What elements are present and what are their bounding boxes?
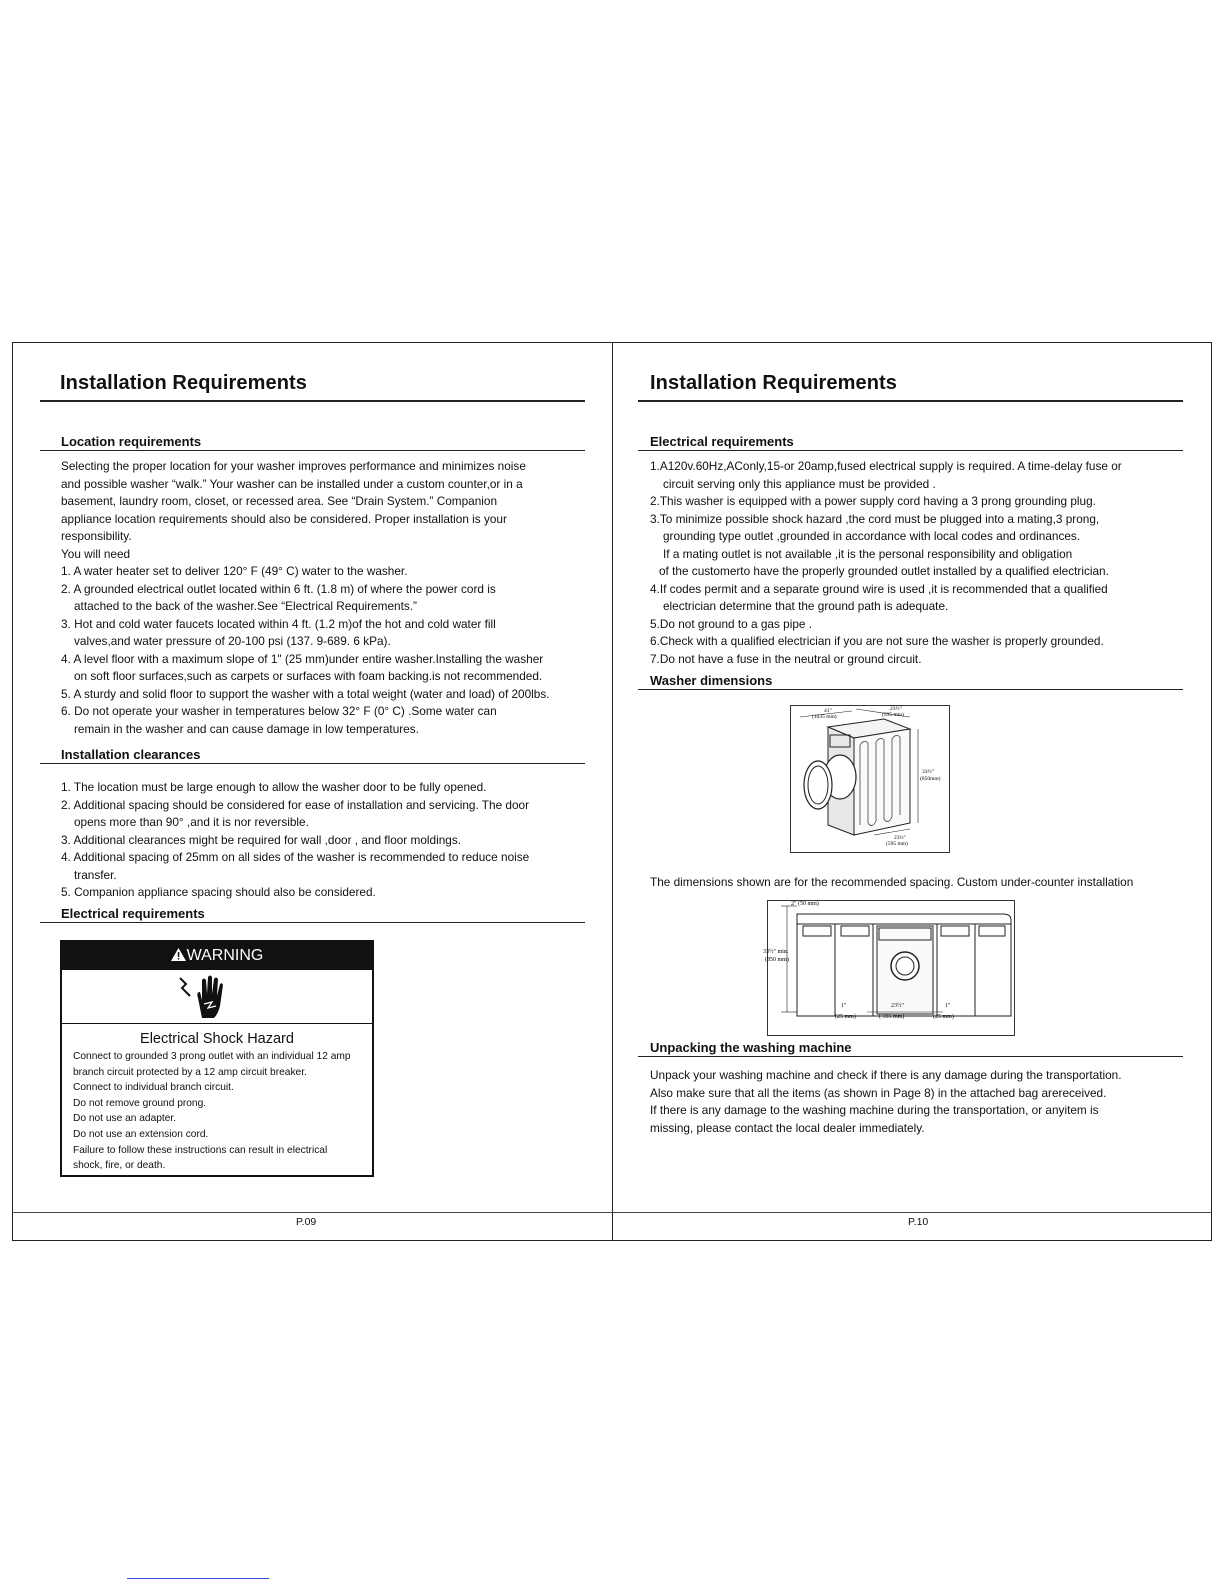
text-line: and possible washer “walk.” Your washer can be installed under a custom counter,or in a [61, 476, 523, 491]
hazard-line: Do not use an adapter. [73, 1113, 177, 1125]
text-line: 1. The location must be large enough to allow the washer door to be fully opened. [61, 780, 487, 794]
hazard-line: shock, fire, or death. [73, 1160, 166, 1172]
clearances-text [61, 779, 529, 902]
text-line: remain in the washer and can cause damage in low temperatures. [74, 721, 419, 736]
title-rule-left [40, 400, 585, 402]
fig2-width-label: 23½" [891, 1003, 904, 1009]
text-line: 1. A water heater set to deliver 120° F (49° C) water to the washer. [61, 564, 408, 578]
text-line: 6.Check with a qualified electrician if you are not sure the washer is properly grounded. [650, 634, 1104, 648]
warning-label: WARNING [186, 947, 264, 964]
text-line: You will need [61, 546, 131, 561]
footer-rule [12, 1212, 1212, 1213]
section-rule [638, 1056, 1183, 1057]
fig1-depth-mm-label: (1035 mm) [812, 714, 837, 720]
text-line: circuit serving only this appliance must be provided . [663, 476, 936, 491]
fig2-gap-right-mm-label: (25 mm) [933, 1014, 954, 1020]
section-rule [40, 763, 585, 764]
page-title-right: Installation Requirements [650, 372, 897, 394]
section-heading-location: Location requirements [61, 434, 202, 449]
text-line: electrician determine that the ground path is adequate. [663, 599, 949, 613]
text-line: 3. Hot and cold water faucets located within 4 ft. (1.2 m)of the hot and cold water fill [61, 616, 496, 631]
fig1-height-mm-label: (850mm) [920, 776, 941, 782]
warning-header [62, 942, 372, 970]
hazard-line: Do not use an extension cord. [73, 1128, 209, 1140]
text-line: 5. Companion appliance spacing should also be considered. [61, 885, 376, 899]
section-heading-electrical-right: Electrical requirements [650, 434, 794, 449]
text-line: 5. A sturdy and solid floor to support the washer with a total weight (water and load) of 200lbs. [61, 686, 550, 701]
fig1-side-label: 23½" [894, 835, 906, 841]
electrical-text [650, 458, 1122, 668]
text-line: 6. Do not operate your washer in temperatures below 32° F (0° C) .Some water can [61, 704, 497, 718]
text-line: If a mating outlet is not available ,it is the personal responsibility and obligation [663, 546, 1073, 561]
washer-dimensions-figure [790, 705, 950, 853]
page-number-left: P.09 [296, 1216, 317, 1228]
fig1-width-mm-label: (595 mm) [882, 712, 904, 718]
text-line: 3.To minimize possible shock hazard ,the cord must be plugged into a mating,3 prong, [650, 511, 1100, 526]
unpacking-text [650, 1067, 1122, 1137]
text-line: 7.Do not have a fuse in the neutral or ground circuit. [650, 651, 922, 666]
fig2-top-label: 2" (50 mm) [791, 901, 819, 907]
text-line: Also make sure that all the items (as shown in Page 8) in the attached bag arereceived. [650, 1085, 1107, 1100]
hazard-title: Electrical Shock Hazard [140, 1031, 294, 1047]
text-line: 3. Additional clearances might be required for wall ,door , and floor moldings. [61, 832, 462, 847]
text-line: Unpack your washing machine and check if there is any damage during the transportation. [650, 1068, 1122, 1082]
text-line: on soft floor surfaces,such as carpets or surfaces with foam backing.is not recommended. [74, 669, 543, 683]
text-line: appliance location requirements should also be considered. Proper installation is your [61, 511, 507, 526]
page-divider [612, 342, 613, 1241]
under-counter-figure [763, 900, 1015, 1036]
text-line: missing, please contact the local dealer immediately. [650, 1120, 925, 1135]
text-line: Selecting the proper location for your washer improves performance and minimizes noise [61, 459, 526, 473]
fig2-gap-left-label: 1" [841, 1003, 847, 1009]
page-number-right: P.10 [908, 1216, 929, 1228]
fig1-height-label: 33½" [922, 769, 934, 775]
section-heading-dimensions: Washer dimensions [650, 673, 773, 688]
text-line: 4. A level floor with a maximum slope of 1" (25 mm)under entire washer.Installing the washer [61, 651, 544, 666]
fig2-gap-left-mm-label: (25 mm) [835, 1014, 856, 1020]
section-rule [638, 450, 1183, 451]
text-line: of the customerto have the properly grounded outlet installed by a qualified electrician. [659, 564, 1109, 578]
link-underline [127, 1578, 269, 1579]
hazard-line: Connect to individual branch circuit. [73, 1082, 234, 1094]
text-line: 1.A120v.60Hz,AConly,15-or 20amp,fused electrical supply is required. A time-delay fuse or [650, 459, 1122, 473]
section-heading-electrical-left: Electrical requirements [61, 906, 205, 921]
fig1-side-mm-label: (595 mm) [886, 841, 908, 847]
text-line: 2. Additional spacing should be considered for ease of installation and servicing. The door [61, 797, 530, 812]
section-rule [40, 922, 585, 923]
hazard-line: Connect to grounded 3 prong outlet with an individual 12 amp [73, 1051, 351, 1062]
text-line: basement, laundry room, closet, or recessed area. See “Drain System.” Companion [61, 494, 498, 508]
section-heading-clearances: Installation clearances [61, 747, 201, 762]
location-text [61, 458, 550, 738]
title-rule-right [638, 400, 1183, 402]
text-line: If there is any damage to the washing machine during the transportation, or anyitem is [650, 1103, 1099, 1117]
section-heading-unpacking: Unpacking the washing machine [650, 1040, 852, 1055]
text-line: 2. A grounded electrical outlet located within 6 ft. (1.8 m) of where the power cord is [61, 581, 496, 596]
electric-shock-hand-icon [62, 970, 372, 1024]
warning-box [60, 940, 374, 1177]
page-title-left: Installation Requirements [60, 372, 307, 394]
warning-triangle-icon [171, 948, 186, 961]
fig1-depth-label: 41" [824, 708, 832, 714]
text-line: attached to the back of the washer.See “Electrical Requirements.” [74, 599, 417, 613]
fig2-height-label: 33½" min. [763, 949, 789, 955]
hazard-line: branch circuit protected by a 12 amp circuit breaker. [73, 1066, 307, 1078]
fig2-width-mm-label: ( 595 mm) [879, 1014, 905, 1020]
text-line: responsibility. [61, 529, 132, 543]
hazard-line: Failure to follow these instructions can result in electrical [73, 1144, 328, 1156]
text-line: opens more than 90° ,and it is nor reversible. [74, 815, 309, 829]
text-line: 4. Additional spacing of 25mm on all sides of the washer is recommended to reduce noise [61, 850, 530, 864]
fig2-gap-right-label: 1" [945, 1003, 951, 1009]
fig2-height-mm-label: (850 mm) [765, 957, 789, 963]
dimensions-caption: The dimensions shown are for the recommended spacing. Custom under-counter installation [650, 875, 1134, 889]
text-line: valves,and water pressure of 20-100 psi (137. 9-689. 6 kPa). [74, 634, 391, 648]
section-rule [638, 689, 1183, 690]
text-line: grounding type outlet ,grounded in accordance with local codes and ordinances. [663, 529, 1081, 543]
hazard-instructions [62, 1049, 372, 1174]
text-line: 4.If codes permit and a separate ground wire is used ,it is recommended that a qualified [650, 581, 1108, 596]
hazard-line: Do not remove ground prong. [73, 1097, 207, 1109]
text-line: 5.Do not ground to a gas pipe . [650, 616, 812, 631]
fig1-width-label: 23½" [890, 706, 902, 712]
text-line: 2.This washer is equipped with a power supply cord having a 3 prong grounding plug. [650, 494, 1096, 508]
text-line: transfer. [74, 867, 117, 882]
section-rule [40, 450, 585, 451]
